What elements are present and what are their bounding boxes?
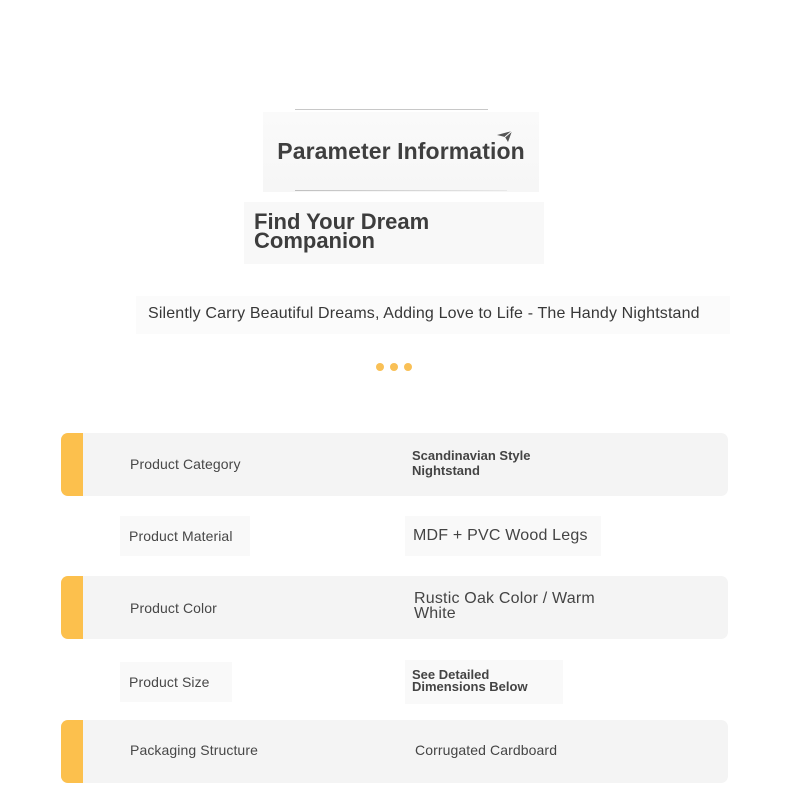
param-value-size: See Detailed Dimensions Below — [412, 667, 528, 694]
param-label-category: Product Category — [130, 456, 241, 472]
title-bottom-divider — [295, 190, 507, 191]
title-top-divider — [295, 109, 488, 110]
dot-icon — [376, 363, 384, 371]
tagline: Silently Carry Beautiful Dreams, Adding Love to Life - The Handy Nightstand — [148, 305, 700, 322]
pen-icon — [497, 131, 513, 143]
dot-icon — [390, 363, 398, 371]
param-value-material: MDF + PVC Wood Legs — [413, 527, 588, 544]
row-accent-bar — [61, 433, 83, 496]
param-label-size: Product Size — [129, 674, 210, 690]
param-value-color: Rustic Oak Color / Warm White — [414, 590, 595, 622]
param-label-color: Product Color — [130, 600, 217, 616]
dot-icon — [404, 363, 412, 371]
param-label-material: Product Material — [129, 528, 233, 544]
row-accent-bar — [61, 576, 83, 639]
param-value-category: Scandinavian Style Nightstand — [412, 448, 531, 478]
param-label-packaging: Packaging Structure — [130, 742, 258, 758]
page-title: Parameter Information — [277, 138, 525, 164]
row-accent-bar — [61, 720, 83, 783]
page-subtitle: Find Your Dream Companion — [254, 209, 430, 253]
param-value-packaging: Corrugated Cardboard — [415, 742, 558, 758]
